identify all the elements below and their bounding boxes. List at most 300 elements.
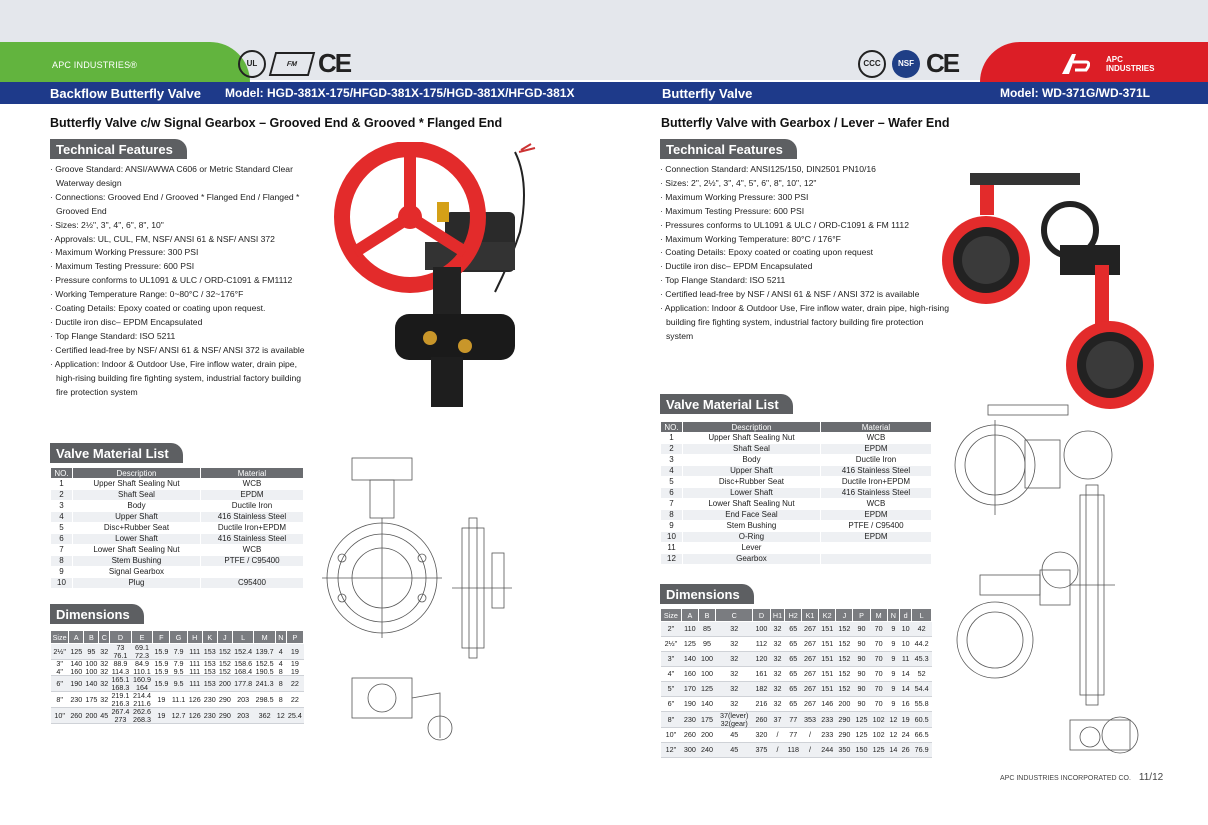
dim-cell: 240: [698, 743, 715, 758]
dim-cell: 8: [275, 692, 286, 708]
material-cell: End Face Seal: [683, 510, 821, 521]
material-cell: 7: [51, 545, 73, 556]
table-row: [661, 521, 932, 532]
feature-item: · Pressure conforms to UL1091 & ULC / ORD-C1091 & FM1112: [50, 274, 312, 288]
material-cell: 7: [661, 499, 683, 510]
material-cell: 3: [51, 501, 73, 512]
material-col-header: Description: [73, 468, 201, 479]
dim-cell: 200: [84, 708, 99, 724]
material-cell: Body: [683, 455, 821, 466]
dim-cell: 267: [801, 697, 818, 712]
material-cell: 416 Stainless Steel: [820, 466, 931, 477]
material-cell: [820, 543, 931, 554]
dim-cell: 14: [887, 743, 899, 758]
dim-cell: 100: [698, 667, 715, 682]
dim-col-header: J: [836, 609, 853, 622]
feature-item: · Connections: Grooved End / Grooved * Flanged End / Flanged * Grooved End: [50, 191, 312, 219]
fm-approved-icon: FM: [269, 52, 315, 76]
dim-cell: 290: [217, 708, 232, 724]
material-cell: 9: [661, 521, 683, 532]
dim-col-header: H1: [770, 609, 785, 622]
dim-cell: 125: [853, 728, 870, 743]
dim-cell: 12: [887, 712, 899, 728]
dim-cell: 260: [681, 728, 698, 743]
dim-cell: 12: [275, 708, 286, 724]
feature-item: · Certified lead-free by NSF / ANSI 61 & NSF / ANSI 372 is available: [660, 288, 950, 302]
dim-cell: 233: [819, 712, 836, 728]
brand-line-1: APC: [1106, 55, 1123, 64]
dim-cell: 175: [698, 712, 715, 728]
dim-cell: 70: [870, 697, 887, 712]
material-cell: 6: [51, 534, 73, 545]
table-row: [51, 501, 304, 512]
dim-cell: 9: [887, 667, 899, 682]
dim-cell: 60.5: [912, 712, 932, 728]
material-cell: Gearbox: [683, 554, 821, 565]
table-row: [661, 510, 932, 521]
dim-cell: 260: [69, 708, 84, 724]
dim-cell: 362: [254, 708, 276, 724]
table-row: [661, 554, 932, 565]
material-cell: Upper Shaft Sealing Nut: [683, 433, 821, 444]
dim-cell: 4": [661, 667, 682, 682]
dim-cell: 102: [870, 712, 887, 728]
dim-cell: 111: [187, 644, 202, 660]
table-row: [661, 697, 932, 712]
material-cell: C95400: [200, 578, 303, 589]
dim-cell: 152: [836, 682, 853, 697]
material-cell: Upper Shaft Sealing Nut: [73, 479, 201, 490]
feature-item: · Pressures conforms to UL1091 & ULC / ORD-C1091 & FM 1112: [660, 219, 950, 233]
dim-col-header: P: [853, 609, 870, 622]
dim-cell: 90: [853, 622, 870, 637]
dim-cell: 22: [286, 692, 303, 708]
material-col-header: Material: [820, 422, 931, 433]
dim-cell: 15.9: [153, 676, 170, 692]
dim-cell: 375: [753, 743, 770, 758]
dim-cell: 100: [753, 622, 770, 637]
dim-cell: 353: [801, 712, 818, 728]
subtitle-right: Butterfly Valve with Gearbox / Lever – Wafer End: [661, 116, 950, 130]
dim-col-header: L: [912, 609, 932, 622]
dim-cell: 24: [900, 728, 912, 743]
material-cell: WCB: [820, 499, 931, 510]
dim-cell: 125: [698, 682, 715, 697]
material-cell: 6: [661, 488, 683, 499]
dim-col-header: D: [110, 631, 132, 644]
dim-col-header: L: [232, 631, 254, 644]
dim-cell: 25.4: [286, 708, 303, 724]
dim-col-header: A: [681, 609, 698, 622]
dim-cell: 102: [870, 728, 887, 743]
dim-cell: 151: [819, 622, 836, 637]
dim-cell: 290: [836, 712, 853, 728]
dim-cell: /: [801, 743, 818, 758]
dim-cell: 10": [51, 708, 69, 724]
dim-cell: 350: [836, 743, 853, 758]
dim-cell: 8: [275, 676, 286, 692]
dim-col-header: M: [870, 609, 887, 622]
dim-cell: 244: [819, 743, 836, 758]
ce-mark-icon: CE: [318, 48, 351, 78]
dim-cell: 22: [286, 676, 303, 692]
material-cell: WCB: [820, 433, 931, 444]
dim-cell: 54.4: [912, 682, 932, 697]
material-cell: 8: [661, 510, 683, 521]
material-cell: 8: [51, 556, 73, 567]
feature-item: · Connection Standard: ANSI125/150, DIN2501 PN10/16: [660, 163, 950, 177]
dim-cell: 151: [819, 637, 836, 652]
model-right: Model: WD-371G/WD-371L: [999, 86, 1150, 100]
dim-cell: 152: [836, 622, 853, 637]
material-cell: 2: [51, 490, 73, 501]
title-bar-right: [604, 82, 1208, 104]
dim-cell: 95: [84, 644, 99, 660]
dim-cell: 165.1 168.3: [111, 675, 130, 692]
dim-cell: 125: [69, 644, 84, 660]
cert-logos-left: [238, 48, 350, 79]
material-cell: 5: [51, 523, 73, 534]
dim-cell: 200: [698, 728, 715, 743]
dim-cell: 19: [153, 692, 170, 708]
feature-item: · Application: Indoor & Outdoor Use, Fire inflow water, drain pipe, high-rising building fire fighting system, industrial factory building fire protection system: [50, 358, 312, 400]
dim-cell: 260: [753, 712, 770, 728]
dim-cell: 32: [716, 682, 753, 697]
material-col-header: NO.: [661, 422, 683, 433]
dim-col-header: B: [698, 609, 715, 622]
dim-cell: 11.1: [170, 692, 187, 708]
cert-logos-right: [858, 48, 958, 79]
dim-cell: 19: [153, 708, 170, 724]
material-cell: Lower Shaft: [683, 488, 821, 499]
dim-cell: 32: [99, 676, 110, 692]
material-cell: Lower Shaft Sealing Nut: [73, 545, 201, 556]
dim-cell: 126: [187, 692, 202, 708]
material-cell: 1: [51, 479, 73, 490]
dim-cell: 7.9: [170, 644, 187, 660]
dim-cell: 45: [716, 728, 753, 743]
table-row: [661, 652, 932, 667]
dim-cell: 110: [681, 622, 698, 637]
dim-col-header: J: [217, 631, 232, 644]
dim-cell: 10: [900, 637, 912, 652]
dim-cell: 125: [870, 743, 887, 758]
dim-cell: 32: [716, 652, 753, 667]
table-row: [51, 534, 304, 545]
dim-cell: 55.8: [912, 697, 932, 712]
dim-cell: 42: [912, 622, 932, 637]
apc-logo-icon: [1060, 52, 1090, 76]
dim-col-header: C: [99, 631, 110, 644]
dim-cell: 200: [836, 697, 853, 712]
dim-cell: 170: [681, 682, 698, 697]
dim-cell: 32: [716, 637, 753, 652]
dim-col-header: E: [131, 631, 153, 644]
dim-cell: 216: [753, 697, 770, 712]
dim-cell: 290: [217, 692, 232, 708]
dim-cell: 7.9 9.5: [170, 660, 187, 676]
material-cell: Shaft Seal: [73, 490, 201, 501]
dim-cell: 9: [887, 622, 899, 637]
table-row: [661, 433, 932, 444]
material-cell: 10: [661, 532, 683, 543]
dim-cell: 70: [870, 637, 887, 652]
dim-cell: 267: [801, 652, 818, 667]
table-row: [661, 499, 932, 510]
dim-cell: 32: [770, 682, 785, 697]
dim-cell: 19: [900, 712, 912, 728]
dim-col-header: H: [187, 631, 202, 644]
dim-cell: 118: [785, 743, 802, 758]
dim-cell: 152.4: [232, 644, 254, 660]
dim-cell: 126: [187, 708, 202, 724]
dim-cell: 88.9 114.3: [110, 660, 132, 676]
dim-cell: 9: [887, 682, 899, 697]
dim-cell: /: [770, 743, 785, 758]
material-cell: Ductile Iron: [820, 455, 931, 466]
table-row: [661, 667, 932, 682]
dim-cell: 100 100: [85, 659, 98, 676]
dim-cell: 267: [801, 637, 818, 652]
dim-cell: 8": [661, 712, 682, 728]
dim-cell: 65: [785, 682, 802, 697]
dim-cell: 152: [217, 644, 232, 660]
dim-cell: 151: [819, 682, 836, 697]
material-cell: 12: [661, 554, 683, 565]
table-row: [51, 692, 304, 708]
dim-cell: 152: [836, 652, 853, 667]
dim-cell: 15.9: [153, 644, 170, 660]
dim-cell: 65: [785, 637, 802, 652]
dim-cell: 32: [770, 667, 785, 682]
dim-cell: 73 76.1: [110, 644, 132, 660]
feature-item: · Maximum Testing Pressure: 600 PSI: [660, 205, 950, 219]
table-row: [661, 712, 932, 728]
dim-cell: 125: [681, 637, 698, 652]
feature-item: · Maximum Working Pressure: 300 PSI: [660, 191, 950, 205]
dim-col-header: Size: [51, 631, 69, 644]
material-cell: EPDM: [820, 510, 931, 521]
dim-col-header: K2: [819, 609, 836, 622]
dim-cell: 152 152: [218, 659, 231, 676]
dim-cell: 11: [900, 652, 912, 667]
product-title-left: Backflow Butterfly Valve: [50, 85, 201, 101]
dim-cell: 177.8: [232, 676, 254, 692]
ul-listed-icon: UL: [238, 50, 266, 78]
feature-item: · Top Flange Standard: ISO 5211: [660, 274, 950, 288]
material-col-header: Description: [683, 422, 821, 433]
material-cell: 1: [661, 433, 683, 444]
dimensions-table-right: [660, 608, 932, 758]
dim-cell: /: [770, 728, 785, 743]
dim-cell: 230: [681, 712, 698, 728]
feature-item: · Maximum Working Temperature: 80°C / 176°F: [660, 233, 950, 247]
dim-col-header: F: [153, 631, 170, 644]
feature-item: · Ductile iron disc– EPDM Encapsulated: [50, 316, 312, 330]
dim-col-header: B: [84, 631, 99, 644]
dim-cell: 77: [785, 728, 802, 743]
brand-text: [1106, 55, 1154, 73]
dim-cell: 9: [887, 637, 899, 652]
dim-cell: 65: [785, 667, 802, 682]
dim-col-header: G: [170, 631, 187, 644]
dim-cell: 153: [202, 676, 217, 692]
material-cell: Stem Bushing: [73, 556, 201, 567]
material-cell: Signal Gearbox: [73, 567, 201, 578]
dim-cell: 151: [819, 667, 836, 682]
feature-item: · Top Flange Standard: ISO 5211: [50, 330, 312, 344]
dim-col-header: C: [716, 609, 753, 622]
feature-item: · Groove Standard: ANSI/AWWA C606 or Metric Standard Clear Waterway design: [50, 163, 312, 191]
dim-cell: 290: [836, 728, 853, 743]
wafer-valve-photo: [940, 165, 1170, 415]
title-bar-left: [0, 82, 604, 104]
material-cell: O-Ring: [683, 532, 821, 543]
dim-cell: 32: [770, 697, 785, 712]
dim-cell: 160.9 164: [132, 675, 151, 692]
dim-cell: 12": [661, 743, 682, 758]
table-row: [661, 477, 932, 488]
dim-cell: 9: [887, 697, 899, 712]
dim-col-header: N: [275, 631, 286, 644]
dim-cell: 90: [853, 637, 870, 652]
dim-cell: 230: [69, 692, 84, 708]
feature-item: · Sizes: 2", 2½", 3", 4", 5", 6", 8", 10", 12": [660, 177, 950, 191]
brand-line-2: INDUSTRIES: [1106, 64, 1155, 73]
table-row: [51, 490, 304, 501]
dim-cell: 12.7: [170, 708, 187, 724]
dim-cell: 32: [770, 637, 785, 652]
material-cell: 3: [661, 455, 683, 466]
dim-cell: 140: [681, 652, 698, 667]
dim-cell: 158.6 168.4: [234, 659, 253, 676]
dim-cell: 190: [681, 697, 698, 712]
technical-drawing-right: [940, 385, 1172, 770]
dim-cell: 90: [853, 667, 870, 682]
material-cell: Lower Shaft Sealing Nut: [683, 499, 821, 510]
dim-col-header: D: [753, 609, 770, 622]
dim-cell: 32: [99, 644, 110, 660]
dim-cell: 300: [681, 743, 698, 758]
nsf-icon: NSF: [892, 50, 920, 78]
table-row: [51, 545, 304, 556]
dim-cell: 32 32: [100, 659, 109, 676]
dim-cell: 32: [770, 652, 785, 667]
material-cell: 416 Stainless Steel: [820, 488, 931, 499]
dim-cell: 5": [661, 682, 682, 697]
material-cell: Disc+Rubber Seat: [73, 523, 201, 534]
dim-cell: 37(lever) 32(gear): [716, 712, 753, 728]
dim-cell: 8": [51, 692, 69, 708]
signal-gearbox-valve-photo: [325, 142, 545, 412]
material-cell: EPDM: [200, 490, 303, 501]
dim-cell: 37: [770, 712, 785, 728]
footer-company: APC INDUSTRIES INCORPORATED CO.: [1000, 775, 1131, 782]
material-cell: Shaft Seal: [683, 444, 821, 455]
feature-item: · Maximum Working Pressure: 300 PSI: [50, 246, 312, 260]
table-row: [661, 743, 932, 758]
dim-cell: 233: [819, 728, 836, 743]
table-row: [661, 488, 932, 499]
material-cell: Upper Shaft: [683, 466, 821, 477]
dim-cell: 15.9 15.9: [154, 659, 169, 676]
feature-item: · Coating Details: Epoxy coated or coating upon request.: [50, 302, 312, 316]
dim-cell: 90: [853, 697, 870, 712]
material-table-left: [50, 467, 304, 589]
dimensions-heading-right: Dimensions: [660, 584, 754, 604]
material-cell: [200, 567, 303, 578]
feature-item: · Application: Indoor & Outdoor Use, Fire inflow water, drain pipe, high-rising building fire fighting system, industrial factory building fire protection system: [660, 302, 950, 344]
material-cell: Body: [73, 501, 201, 512]
dim-cell: 152: [836, 667, 853, 682]
dim-col-header: M: [254, 631, 276, 644]
table-row: [51, 708, 304, 724]
features-heading-right: Technical Features: [660, 139, 797, 159]
table-row: [51, 556, 304, 567]
ce-mark-icon-right: CE: [926, 48, 959, 78]
dim-cell: 111: [187, 676, 202, 692]
dim-col-header: K1: [801, 609, 818, 622]
dim-cell: 4: [275, 644, 286, 660]
table-row: [51, 523, 304, 534]
dim-cell: 70: [870, 652, 887, 667]
dim-cell: 151: [819, 652, 836, 667]
table-row: [51, 512, 304, 523]
features-list-right: [660, 163, 950, 344]
dim-cell: 112: [753, 637, 770, 652]
dim-cell: 19: [286, 644, 303, 660]
dim-cell: 16: [900, 697, 912, 712]
dim-cell: 175: [84, 692, 99, 708]
dim-cell: 2½": [661, 637, 682, 652]
material-cell: 416 Stainless Steel: [200, 534, 303, 545]
material-cell: 10: [51, 578, 73, 589]
table-row: [661, 637, 932, 652]
dim-col-header: A: [69, 631, 84, 644]
dim-cell: 267.4 273: [111, 707, 130, 724]
dim-cell: 219.1 216.3: [111, 691, 130, 708]
material-cell: Upper Shaft: [73, 512, 201, 523]
company-tab-right: [980, 42, 1208, 82]
material-cell: Lower Shaft: [73, 534, 201, 545]
dim-cell: 84.9 110.1: [131, 660, 153, 676]
dim-cell: 153: [202, 644, 217, 660]
material-cell: Plug: [73, 578, 201, 589]
dim-cell: 150: [853, 743, 870, 758]
feature-item: · Coating Details: Epoxy coated or coating upon request: [660, 246, 950, 260]
table-row: [661, 682, 932, 697]
dimensions-heading-left: Dimensions: [50, 604, 144, 624]
dim-cell: 2": [661, 622, 682, 637]
table-row: [661, 622, 932, 637]
company-tab-left: [0, 42, 250, 82]
dim-col-header: P: [286, 631, 303, 644]
dim-cell: 3" 4": [51, 660, 69, 676]
feature-item: · Sizes: 2½", 3", 4", 6", 8", 10": [50, 219, 312, 233]
ccc-icon: CCC: [858, 50, 886, 78]
dim-cell: 140: [84, 676, 99, 692]
dim-cell: 267: [801, 682, 818, 697]
dim-cell: 152: [836, 637, 853, 652]
dim-cell: 32: [770, 622, 785, 637]
features-list-left: [50, 163, 312, 399]
dim-cell: 146: [819, 697, 836, 712]
dim-cell: 267: [801, 622, 818, 637]
dim-cell: 214.4 211.6: [132, 691, 151, 708]
dim-cell: 161: [753, 667, 770, 682]
material-cell: Ductile Iron+EPDM: [820, 477, 931, 488]
dim-cell: 52: [912, 667, 932, 682]
